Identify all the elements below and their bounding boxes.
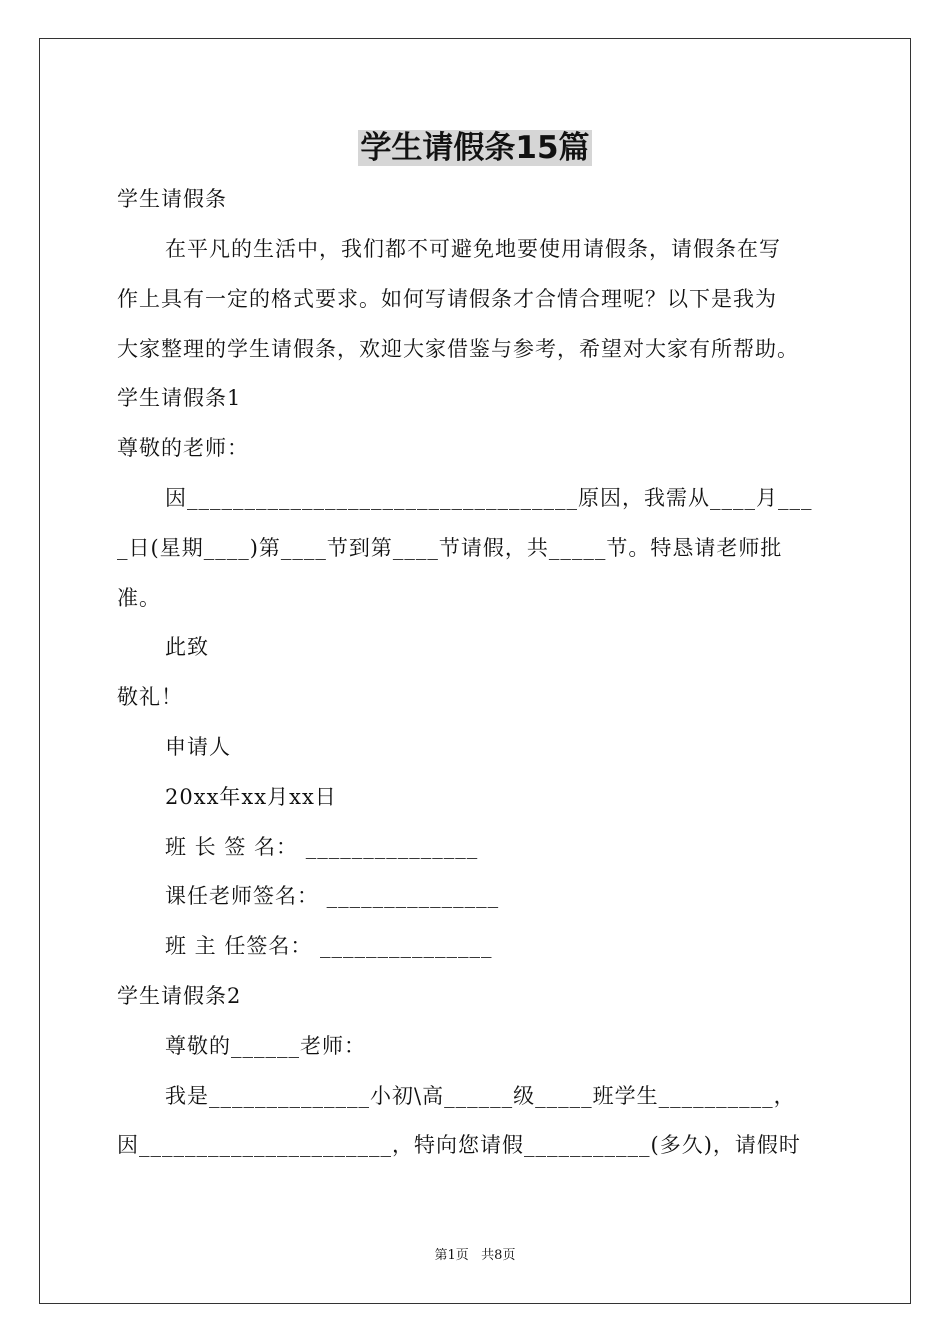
form-line: 因______________________，特向您请假___________(多久)，请假时 [117,1133,801,1157]
section-heading: 学生请假条1 [117,386,242,410]
salutation: 尊敬的老师： [117,436,249,460]
form-line: 准。 [117,586,161,610]
section-heading: 学生请假条2 [117,984,242,1008]
signature-line: 班 长 签 名： _______________ [165,835,479,859]
applicant-label: 申请人 [165,735,231,759]
document-title [0,126,950,170]
form-line: _日(星期____)第____节到第____节请假，共_____节。特恳请老师批 [117,536,783,560]
salutation: 尊敬的______老师： [165,1034,366,1058]
paragraph-line: 作上具有一定的格式要求。如何写请假条才合情合理呢？以下是我为 [117,287,777,311]
section-heading: 学生请假条 [117,187,227,211]
title-text: 学生请假条15篇 [360,130,590,166]
page-footer: 第1页 共8页 [434,1248,516,1263]
form-line: 因__________________________________原因，我需从____月___ [165,486,813,510]
closing: 敬礼！ [117,685,183,709]
paragraph-line: 在平凡的生活中，我们都不可避免地要使用请假条，请假条在写 [165,237,781,261]
date-line: 20xx年xx月xx日 [165,785,337,809]
signature-line: 班 主 任签名： _______________ [165,934,493,958]
paragraph-line: 大家整理的学生请假条，欢迎大家借鉴与参考，希望对大家有所帮助。 [117,337,799,361]
signature-line: 课任老师签名： _______________ [165,884,500,908]
closing: 此致 [165,635,209,659]
form-line: 我是______________小初\高______级_____班学生__________， [165,1084,796,1108]
page-frame [39,38,911,1304]
